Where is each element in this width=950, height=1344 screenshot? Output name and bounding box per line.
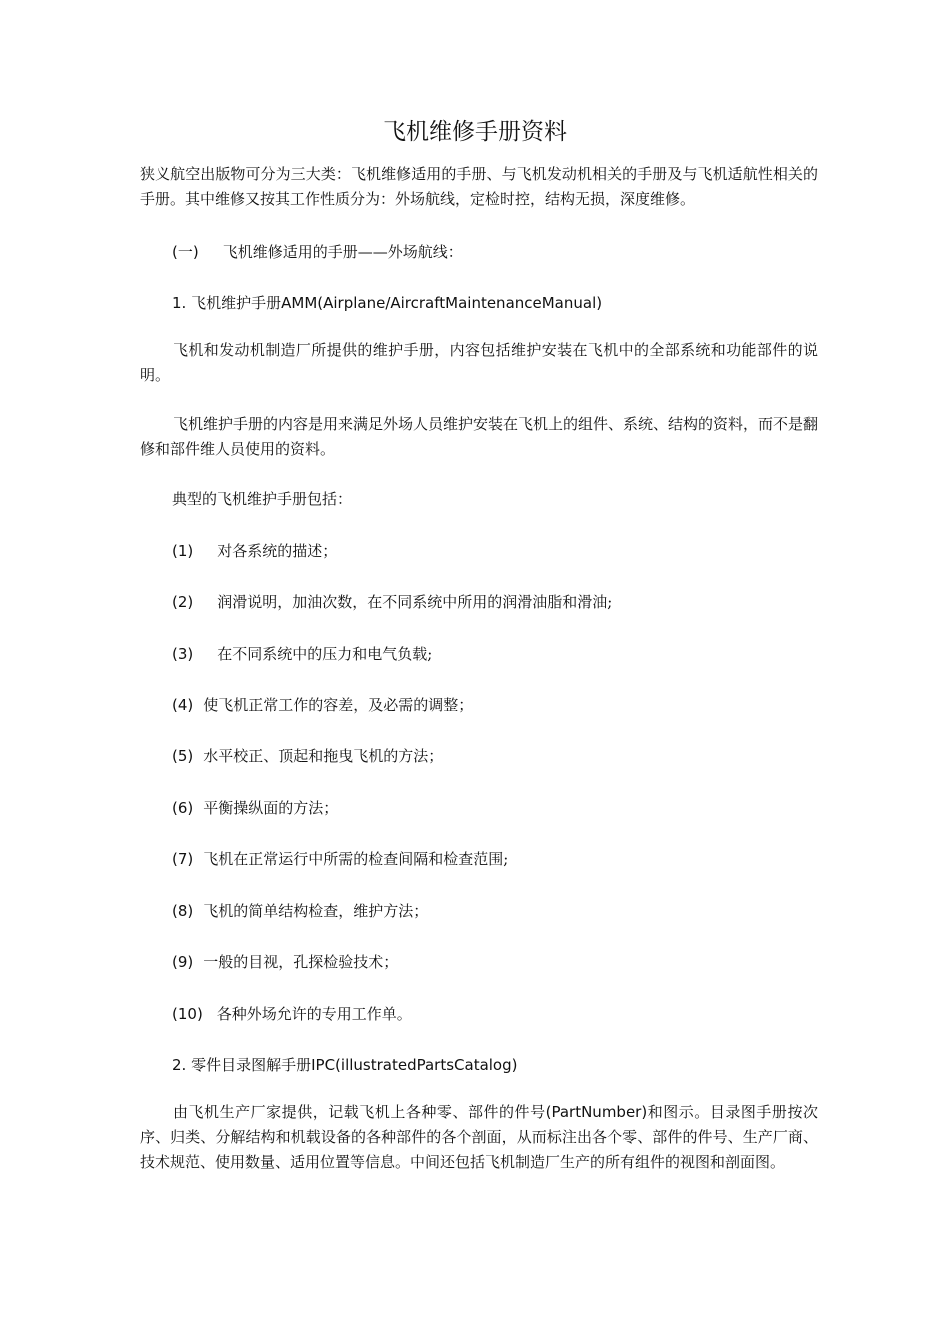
list-item-number: (2) <box>172 593 194 611</box>
list-item <box>172 539 337 563</box>
list-item-number: (6) <box>172 799 194 817</box>
list-item-text: 飞机在正常运行中所需的检查间隔和检查范围; <box>203 850 509 868</box>
item-label-cn: 零件目录图解手册 <box>191 1056 312 1074</box>
list-item <box>172 796 338 820</box>
ipc-text-part-number: (PartNumber) <box>545 1103 648 1121</box>
list-item-text: 各种外场允许的专用工作单。 <box>216 1005 412 1023</box>
document-title: 飞机维修手册资料 <box>383 119 567 145</box>
list-item-text: 使飞机正常工作的容差，及必需的调整； <box>203 696 474 714</box>
list-item-number: (7) <box>172 850 194 868</box>
paragraph-ipc-description <box>140 1100 818 1175</box>
list-item-text: 在不同系统中的压力和电气负载; <box>217 645 433 663</box>
list-item <box>172 950 398 974</box>
intro-paragraph: 狭义航空出版物可分为三大类：飞机维修适用的手册、与飞机发动机相关的手册及与飞机适航性相关的手册。其中维修又按其工作性质分为：外场航线，定检时控，结构无损，深度维修。 <box>140 165 818 208</box>
list-item-text: 平衡操纵面的方法； <box>203 799 339 817</box>
item-number: 2. <box>172 1056 187 1074</box>
list-item <box>172 642 432 666</box>
paragraph-amm-description: 飞机和发动机制造厂所提供的维护手册，内容包括维护安装在飞机中的全部系统和功能部件的说明。 <box>140 341 818 384</box>
list-item <box>172 744 443 768</box>
section-marker: (一) <box>172 243 199 261</box>
ipc-text-part-2: 和图示。目录图手册按次序、归类、分解结构和机载设备的各种部件的各个剖面，从而标注出各个零、部件的件号、生产厂商、技术规范、使用数量、适用位置等信息。中间还包括飞机制造厂生产的所有组件的视图和剖面图。 <box>140 1103 818 1171</box>
list-item-text: 一般的目视，孔探检验技术； <box>203 953 399 971</box>
list-item-number: (10) <box>172 1005 203 1023</box>
list-item <box>172 847 508 871</box>
list-item-number: (4) <box>172 696 194 714</box>
item-label-cn: 飞机维护手册 <box>191 294 282 312</box>
list-item-number: (8) <box>172 902 194 920</box>
section-heading-1 <box>172 240 463 264</box>
list-item <box>172 590 612 614</box>
item-heading-amm <box>172 291 602 315</box>
section-heading-text: 飞机维修适用的手册——外场航线： <box>222 243 463 261</box>
list-item-text: 润滑说明，加油次数，在不同系统中所用的润滑油脂和滑油; <box>217 593 613 611</box>
list-item-text: 飞机的简单结构检查，维护方法； <box>203 902 429 920</box>
list-item-text: 水平校正、顶起和拖曳飞机的方法； <box>203 747 444 765</box>
paragraph-amm-content: 飞机维护手册的内容是用来满足外场人员维护安装在飞机上的组件、系统、结构的资料，而不是翻修和部件维人员使用的资料。 <box>140 415 819 458</box>
item-heading-ipc <box>172 1053 517 1077</box>
item-label-en: IPC(illustratedPartsCatalog) <box>311 1056 518 1074</box>
list-item-text: 对各系统的描述； <box>217 542 338 560</box>
item-label-en: AMM(Airplane/AircraftMaintenanceManual) <box>281 294 603 312</box>
list-item-number: (1) <box>172 542 194 560</box>
paragraph-amm-includes: 典型的飞机维护手册包括： <box>172 490 353 508</box>
list-item <box>172 899 428 923</box>
list-item-number: (5) <box>172 747 194 765</box>
list-item-number: (9) <box>172 953 194 971</box>
item-number: 1. <box>172 294 187 312</box>
ipc-text-part-1: 由飞机生产厂家提供，记载飞机上各种零、部件的件号 <box>173 1103 546 1121</box>
list-item <box>172 693 473 717</box>
list-item-number: (3) <box>172 645 194 663</box>
list-item <box>172 1002 412 1026</box>
